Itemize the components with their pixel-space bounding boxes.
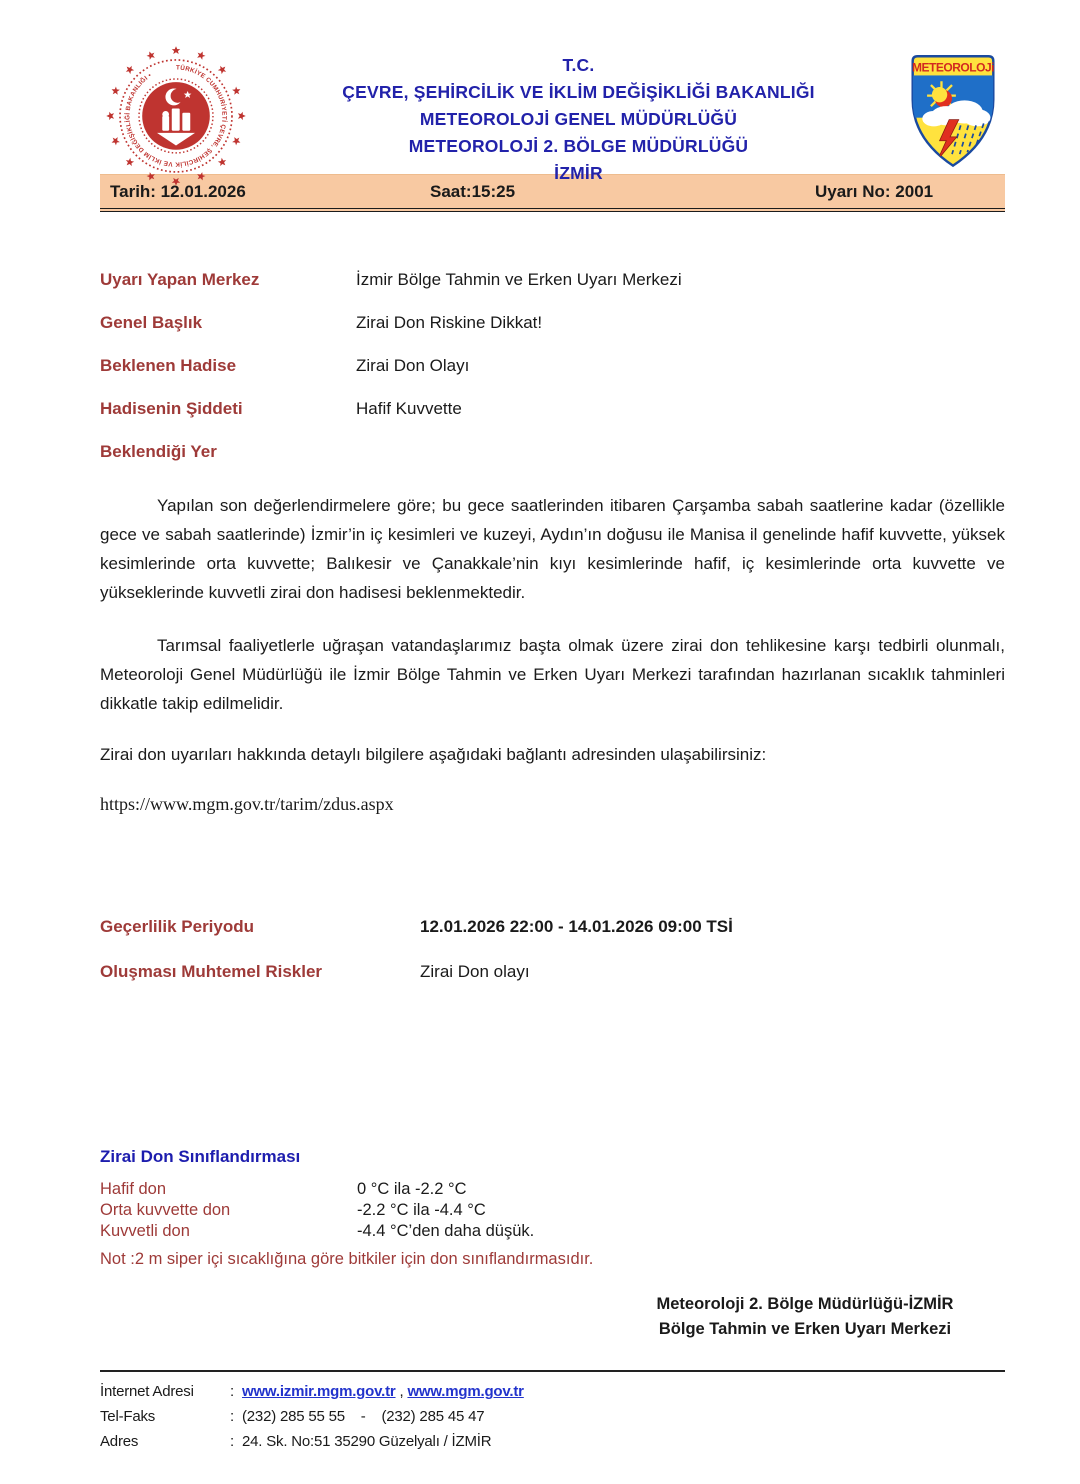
footer-telfaks-row [100, 1404, 1005, 1429]
classification-title: Zirai Don Sınıflandırması [100, 1147, 301, 1166]
document-header [100, 0, 1005, 183]
footer-internet-label: İnternet Adresi [100, 1383, 194, 1400]
classification-value: -2.2 °C ila -4.4 °C [357, 1201, 486, 1219]
link-separator: , [395, 1383, 408, 1400]
signature-line-2: Bölge Tahmin ve Erken Uyarı Merkezi [658, 1320, 952, 1338]
classification-row-light [100, 1179, 1005, 1200]
zirai-don-link[interactable]: https://www.mgm.gov.tr/tarim/zdus.aspx [100, 794, 394, 814]
header-titles [252, 42, 905, 187]
footer-adres-value: 24. Sk. No:51 35290 Güzelyalı / İZMİR [242, 1433, 492, 1450]
footer-adres-row [100, 1429, 1005, 1454]
footer-colon: : [230, 1408, 234, 1425]
detail-link-line [100, 794, 1005, 815]
title-ministry: ÇEVRE, ŞEHİRCİLİK VE İKLİM DEĞİŞİKLİĞİ BAKANLIĞI [342, 82, 815, 102]
field-row-event-severity [100, 399, 1005, 442]
mgm-link[interactable]: www.mgm.gov.tr [407, 1383, 524, 1400]
field-value: Zirai Don Riskine Dikkat! [356, 313, 543, 332]
classification-label: Hafif don [100, 1180, 167, 1198]
footer-telfaks-label: Tel-Faks [100, 1408, 156, 1425]
field-label: Genel Başlık [100, 313, 203, 332]
warning-fields [100, 270, 1005, 485]
classification-label: Kuvvetli don [100, 1222, 190, 1240]
footer-internet-row [100, 1379, 1005, 1404]
footer-colon: : [230, 1433, 234, 1450]
classification-value: -4.4 °C’den daha düşük. [357, 1222, 535, 1240]
warning-number-label: Uyarı No: 2001 [815, 181, 934, 201]
title-tc: T.C. [562, 55, 595, 75]
possible-risks-value: Zirai Don olayı [420, 962, 530, 981]
frost-classification-section [100, 1147, 1005, 1270]
field-row-warning-center [100, 270, 1005, 313]
validity-period-row [100, 917, 1005, 962]
field-label: Uyarı Yapan Merkez [100, 270, 260, 289]
validity-period-label: Geçerlilik Periyodu [100, 917, 255, 936]
body-paragraph-3: Zirai don uyarıları hakkında detaylı bilgilere aşağıdaki bağlantı adresinden ulaşabilirsiniz: [100, 745, 767, 764]
field-row-expected-location [100, 442, 1005, 485]
field-label: Beklenen Hadise [100, 356, 237, 375]
field-value: Zirai Don Olayı [356, 356, 470, 375]
footer-adres-label: Adres [100, 1433, 139, 1450]
title-general-directorate: METEOROLOJİ GENEL MÜDÜRLÜĞÜ [419, 109, 738, 129]
title-regional-directorate: METEOROLOJİ 2. BÖLGE MÜDÜRLÜĞÜ [408, 136, 749, 156]
meteoroloji-logo-icon [905, 46, 1005, 179]
footer-colon: : [230, 1383, 234, 1400]
seal-ring-text: TÜRKİYE CUMHURİYETİ ÇEVRE, ŞEHİRCİLİK VE İKLİM DEĞİŞİKLİĞİ BAKANLIĞI • [124, 64, 228, 168]
izmir-mgm-link[interactable]: www.izmir.mgm.gov.tr [242, 1383, 396, 1400]
possible-risks-label: Oluşması Muhtemel Riskler [100, 962, 323, 981]
shield-label: METEOROLOJi [911, 60, 995, 75]
field-row-general-title [100, 313, 1005, 356]
document-footer [100, 1370, 1005, 1454]
title-city: İZMİR [554, 163, 603, 183]
classification-row-strong [100, 1221, 1005, 1242]
classification-value: 0 °C ila -2.2 °C [357, 1180, 467, 1198]
time-label: Saat:15:25 [430, 181, 516, 201]
date-label: Tarih: 12.01.2026 [110, 181, 246, 201]
body-paragraph-1: Yapılan son değerlendirmelere göre; bu gece saatlerinden itibaren Çarşamba sabah saatlerine kadar (özellikle gece ve sabah saatlerinde) İzmir’in iç kesimleri ve kuzeyi, Aydın’ın doğusu ile Manisa il genelinde hafif kuvvette, yüksek kesimlerinde orta kuvvette; Balıkesir ve Çanakkale’nin kıyı kesimlerinde hafif, iç kesimlerinde orta kuvvette ve yükseklerinde kuvvetli zirai don hadisesi beklenmektedir. [100, 496, 1005, 602]
field-value: İzmir Bölge Tahmin ve Erken Uyarı Merkezi [356, 270, 682, 289]
ministry-seal-icon [102, 42, 252, 197]
signature-line-1: Meteoroloji 2. Bölge Müdürlüğü-İZMİR [656, 1295, 954, 1313]
field-label: Beklendiği Yer [100, 442, 217, 461]
classification-label: Orta kuvvette don [100, 1201, 231, 1219]
possible-risks-row [100, 962, 1005, 1007]
field-label: Hadisenin Şiddeti [100, 399, 243, 418]
validity-period-value: 12.01.2026 22:00 - 14.01.2026 09:00 TSİ [420, 917, 733, 936]
field-row-expected-event [100, 356, 1005, 399]
field-value: Hafif Kuvvette [356, 399, 462, 418]
validity-section [100, 917, 1005, 1007]
classification-row-medium [100, 1200, 1005, 1221]
classification-note: Not :2 m siper içi sıcaklığına göre bitkiler için don sınıflandırmasıdır. [100, 1250, 594, 1268]
signature-block [605, 1292, 1005, 1342]
footer-telfaks-value: (232) 285 55 55 - (232) 285 45 47 [242, 1408, 485, 1425]
footer-internet-links [242, 1379, 524, 1404]
body-paragraph-2: Tarımsal faaliyetlerle uğraşan vatandaşlarımız başta olmak üzere zirai don tehlikesine karşı tedbirli olunmalı, Meteoroloji Genel Müdürlüğü ile İzmir Bölge Tahmin ve Erken Uyarı Merkezi tarafından hazırlanan sıcaklık tahminleri dikkatle takip edilmelidir. [100, 636, 1005, 713]
